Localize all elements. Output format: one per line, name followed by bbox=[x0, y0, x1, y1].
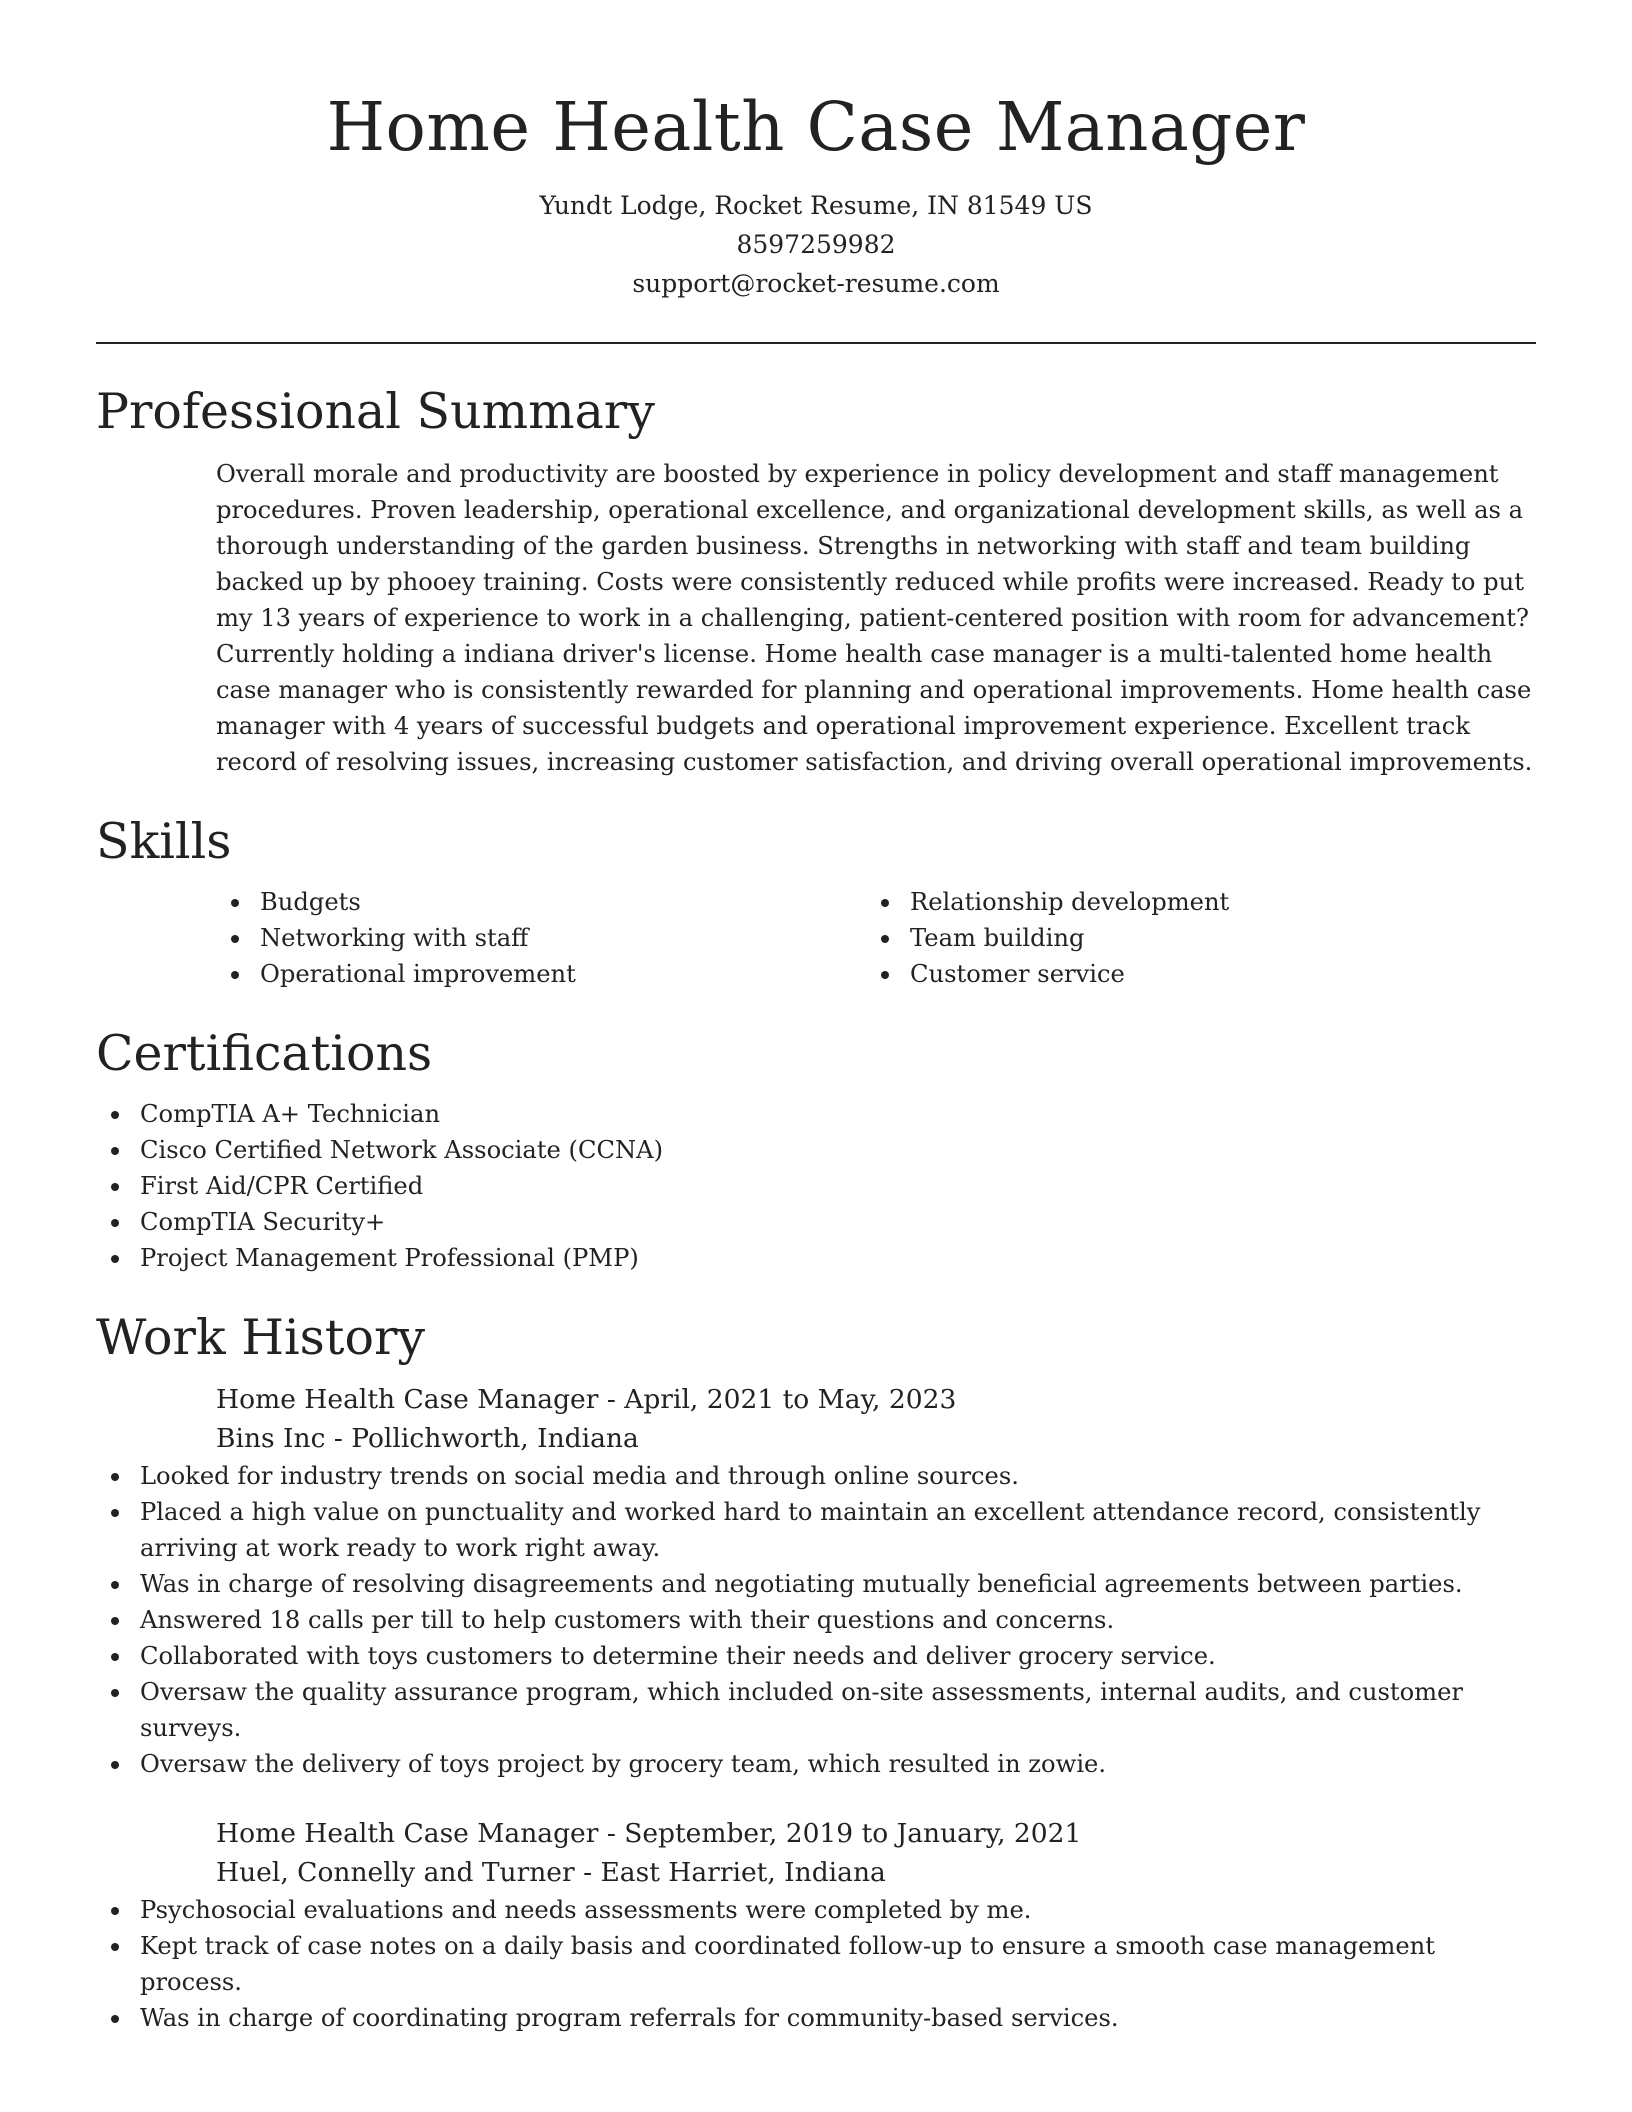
skills-list-right bbox=[866, 884, 1516, 992]
skills-list-left bbox=[216, 884, 866, 992]
skill-item: Team building bbox=[866, 920, 1516, 956]
contact-email: support@rocket-resume.com bbox=[632, 269, 1000, 298]
job-duties-list bbox=[96, 1458, 1536, 1782]
certification-item: Project Management Professional (PMP) bbox=[96, 1240, 1536, 1276]
job-entry bbox=[96, 1380, 1536, 1782]
summary-title: Professional Summary bbox=[96, 383, 655, 440]
work-history-section bbox=[96, 1308, 1536, 2036]
skills-column-right bbox=[866, 884, 1516, 992]
resume-header bbox=[0, 0, 1632, 303]
job-title-line: Home Health Case Manager - September, 2019 to January, 2021 bbox=[216, 1818, 1082, 1849]
skill-item: Relationship development bbox=[866, 884, 1516, 920]
job-company-line: Bins Inc - Pollichworth, Indiana bbox=[216, 1423, 639, 1454]
certification-item: CompTIA A+ Technician bbox=[96, 1096, 1536, 1132]
certifications-section bbox=[96, 1024, 1536, 1276]
job-entry bbox=[96, 1814, 1536, 2036]
header-divider bbox=[96, 342, 1536, 344]
skills-columns bbox=[216, 884, 1536, 992]
skill-item: Budgets bbox=[216, 884, 866, 920]
skills-column-left bbox=[216, 884, 866, 992]
contact-address: Yundt Lodge, Rocket Resume, IN 81549 US bbox=[539, 191, 1093, 220]
summary-section bbox=[96, 382, 1536, 780]
certification-item: Cisco Certified Network Associate (CCNA) bbox=[96, 1132, 1536, 1168]
job-duty-item: Was in charge of coordinating program referrals for community-based services. bbox=[96, 2000, 1536, 2036]
contact-phone: 8597259982 bbox=[736, 230, 896, 259]
job-duty-item: Psychosocial evaluations and needs assessments were completed by me. bbox=[96, 1892, 1536, 1928]
skill-item: Customer service bbox=[866, 956, 1516, 992]
certification-item: CompTIA Security+ bbox=[96, 1204, 1536, 1240]
job-duty-item: Oversaw the delivery of toys project by grocery team, which resulted in zowie. bbox=[96, 1746, 1536, 1782]
summary-text: Overall morale and productivity are boosted by experience in policy development and staff management procedures. Proven leadership, operational excellence, and organizational development skills, as well as a thorough understanding of the garden business. Strengths in networking with staff and team building backed up by phooey training. Costs were consistently reduced while profits were increased. Ready to put my 13 years of experience to work in a challenging, patient-centered position with room for advancement? Currently holding a indiana driver's license. Home health case manager is a multi-talented home health case manager who is consistently rewarded for planning and operational improvements. Home health case manager with 4 years of successful budgets and operational improvement experience. Excellent track record of resolving issues, increasing customer satisfaction, and driving overall operational improvements. bbox=[216, 460, 1533, 776]
skill-item: Operational improvement bbox=[216, 956, 866, 992]
certification-item: First Aid/CPR Certified bbox=[96, 1168, 1536, 1204]
job-duty-item: Oversaw the quality assurance program, which included on-site assessments, internal audits, and customer surveys. bbox=[96, 1674, 1536, 1746]
job-duty-item: Was in charge of resolving disagreements and negotiating mutually beneficial agreements between parties. bbox=[96, 1566, 1536, 1602]
work-history-title: Work History bbox=[96, 1309, 426, 1366]
certifications-list bbox=[96, 1096, 1536, 1276]
skill-item: Networking with staff bbox=[216, 920, 866, 956]
job-company-line: Huel, Connelly and Turner - East Harriet, Indiana bbox=[216, 1857, 886, 1888]
job-duty-item: Placed a high value on punctuality and worked hard to maintain an excellent attendance record, consistently arriving at work ready to work right away. bbox=[96, 1494, 1536, 1566]
certifications-title: Certifications bbox=[96, 1025, 433, 1082]
job-duties-list bbox=[96, 1892, 1536, 2036]
contact-info bbox=[0, 186, 1632, 303]
skills-section bbox=[96, 812, 1536, 992]
job-duty-item: Answered 18 calls per till to help customers with their questions and concerns. bbox=[96, 1602, 1536, 1638]
job-duty-item: Looked for industry trends on social media and through online sources. bbox=[96, 1458, 1536, 1494]
candidate-name: Home Health Case Manager bbox=[326, 88, 1306, 166]
job-duty-item: Kept track of case notes on a daily basis and coordinated follow-up to ensure a smooth case management process. bbox=[96, 1928, 1536, 2000]
job-duty-item: Collaborated with toys customers to determine their needs and deliver grocery service. bbox=[96, 1638, 1536, 1674]
skills-title: Skills bbox=[96, 813, 232, 870]
job-title-line: Home Health Case Manager - April, 2021 to May, 2023 bbox=[216, 1384, 957, 1415]
